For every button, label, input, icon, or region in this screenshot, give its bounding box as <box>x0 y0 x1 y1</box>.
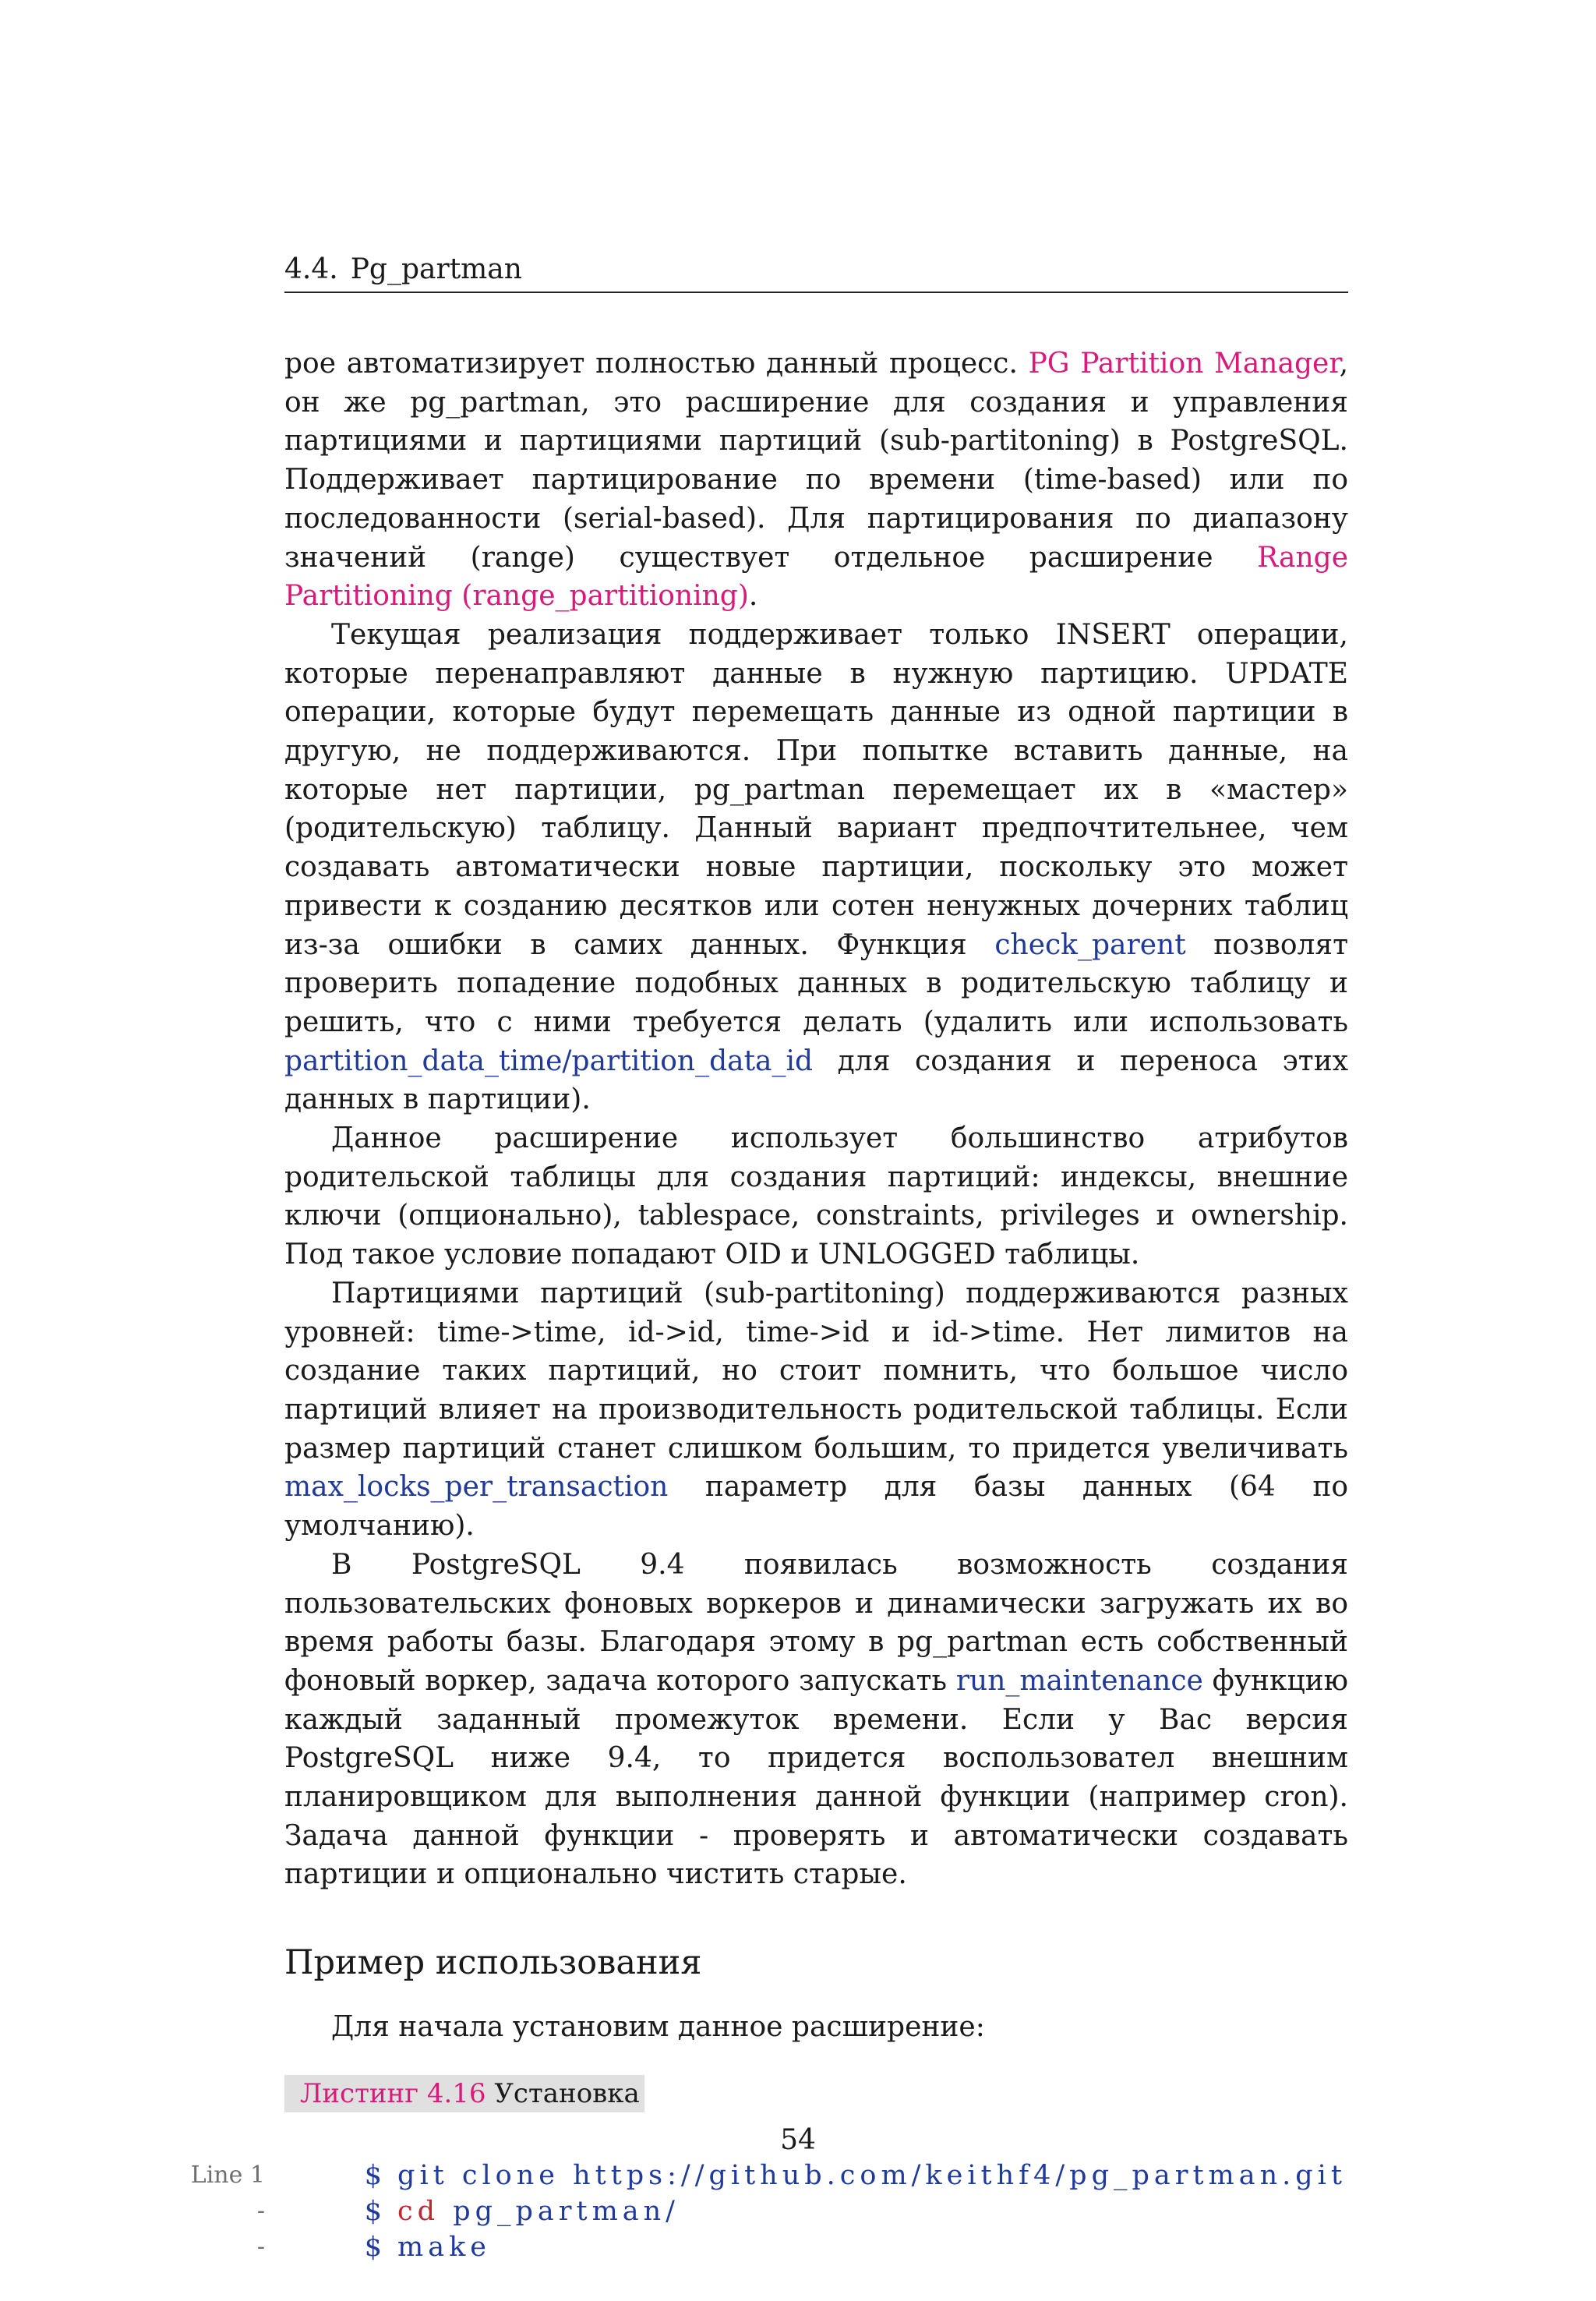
text-run: , он же pg_partman, это расширение для создания и управления партициями и партициями партиций (sub-partitoning) в PostgreSQL. Поддерживает партицирование по времени (time-based) или по последованности (serial-based). Для партицирования по диапазону значений (range) существует отдельное расширение <box>284 348 1349 574</box>
running-header <box>284 251 1348 293</box>
line-number: Line 1 <box>190 2161 265 2189</box>
paragraph-attributes <box>284 1119 1348 1274</box>
code-line <box>256 2158 1348 2227</box>
listing-caption <box>284 2075 644 2112</box>
code-check-parent: check_parent <box>994 928 1186 961</box>
link-pg-partition-manager[interactable]: PG Partition Manager <box>1028 348 1340 380</box>
line-number: - <box>256 2197 265 2225</box>
main-content <box>190 345 1349 2263</box>
text-run: В PostgreSQL 9.4 появилась возможность создания пользовательских фоновых воркеров и динамически загружать их во время работы базы. Благодаря этому в pg_partman есть собственный фоновый воркер, задача которого запускать <box>284 1548 1348 1697</box>
link-range-partitioning[interactable]: Range Partitioning (range_partitioning) <box>284 541 1348 613</box>
code-run-maintenance: run_maintenance <box>955 1664 1203 1697</box>
page-number: 54 <box>780 2124 816 2156</box>
section-title: Pg_partman <box>350 253 522 285</box>
paragraph-subpartitioning <box>284 1274 1348 1546</box>
paragraph-insert <box>284 616 1348 1119</box>
text-run: Партициями партиций (sub-partitoning) поддерживаются разных уровней: time->time, id->id, time->id и id->time. Нет лимитов на создание таких партиций, но стоит помнить, что большое число партиций влияет на производительность родительской таблицы. Если размер партиций станет слишком большим, то придется увеличивать <box>284 1277 1348 1465</box>
text-run: рое автоматизирует полностью данный процесс. <box>284 348 1029 380</box>
prompt-symbol: $ <box>364 2231 383 2263</box>
code-max-locks: max_locks_per_transaction <box>284 1471 669 1504</box>
prompt-symbol: $ <box>364 2159 383 2191</box>
paragraph-intro <box>284 345 1348 616</box>
code-text: pg_partman/ <box>440 2195 680 2227</box>
text-run: функцию каждый заданный промежуток времени. Если у Вас версия PostgreSQL ниже 9.4, то придется воспользовател внешним планировщиком для выполнения данной функции (например cron). Задача данной функции - проверять и автоматически создавать партиции и опционально чистить старые. <box>284 1664 1348 1891</box>
listing-title: Установка <box>494 2077 640 2109</box>
text-run: . <box>748 580 758 613</box>
subsection-intro: Для начала установим данное расширение: <box>331 2011 985 2044</box>
paragraph-background-worker <box>284 1546 1348 1894</box>
text-run: параметр для базы данных (64 по умолчанию). <box>284 1471 1348 1543</box>
line-number: - <box>256 2232 265 2260</box>
code-keyword: cd <box>397 2195 440 2227</box>
section-number: 4.4. <box>284 253 338 285</box>
text-run: Данное расширение использует большинство атрибутов родительской таблицы для создания партиций: индексы, внешние ключи (опционально), tablespace, constraints, privileges и ownership. Под такое условие попадают OID и UNLOGGED таблицы. <box>284 1122 1348 1271</box>
text-run: позволят проверить попадение подобных данных в родительскую таблицу и решить, что с ними требуется делать (удалить или использовать <box>284 928 1349 1038</box>
listing-label[interactable]: Листинг 4.16 <box>300 2077 486 2109</box>
code-partition-data: partition_data_time/partition_data_id <box>284 1044 814 1077</box>
code-line <box>256 2193 1348 2263</box>
prompt-symbol: $ <box>364 2195 383 2227</box>
code-text: git clone https://github.com/keithf4/pg_partman.git <box>397 2159 1347 2191</box>
text-run: Текущая реализация поддерживает только INSERT операции, которые перенаправляют данные в нужную партицию. UPDATE операции, которые будут перемещать данные из одной партиции в другую, не поддерживаются. При попытке вставить данные, на которые нет партиции, pg_partman перемещает их в «мастер» (родительскую) таблицу. Данный вариант предпочтительнее, чем создавать автоматически новые партиции, поскольку это может привести к созданию десятков или сотен ненужных дочерних таблиц из-за ошибки в самих данных. Функция <box>284 618 1348 961</box>
subsection-heading: Пример использования <box>284 1943 702 1983</box>
code-text: make <box>397 2231 492 2263</box>
text-run: для создания и переноса этих данных в партиции). <box>284 1044 1348 1116</box>
